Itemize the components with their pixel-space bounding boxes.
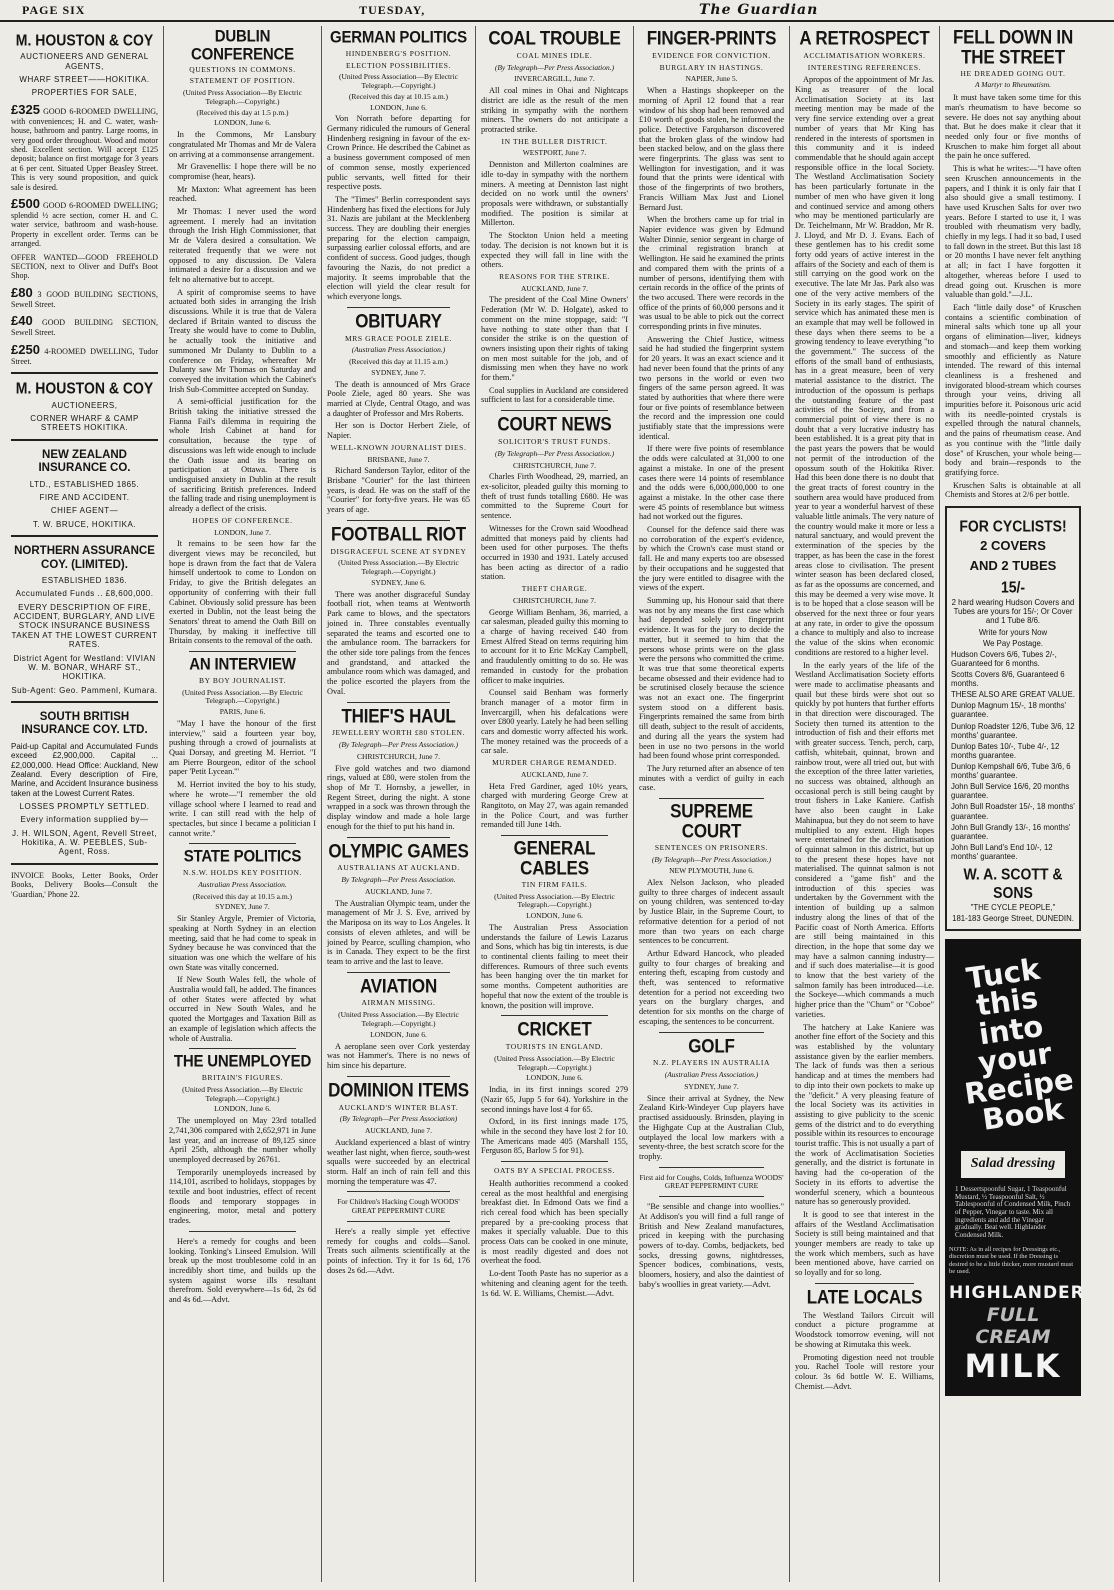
price-item: Dunlop Bates 10/-, Tube 4/-, 12 months guarantee. (951, 741, 1060, 760)
column-4 (476, 26, 634, 1582)
paragraph: Witnesses for the Crown said Woodhead admitted that moneys paid by clients had been used for other purposes. The thefts occurred in 1930 and 1931. Lately accused has been acting as director of a radio station. (481, 523, 628, 582)
dateline: INVERCARGILL, June 7. (514, 74, 595, 84)
price-item: Dunlop Kempshall 6/6, Tube 3/6, 6 months' guarantee. (951, 761, 1071, 781)
headline: AN INTERVIEW (189, 655, 296, 675)
dateline: SYDNEY, June 6. (371, 578, 426, 588)
subheading: MURDER CHARGE REMANDED. (492, 758, 617, 768)
dateline: LONDON, June 6. (370, 1029, 427, 1039)
dateline: AUCKLAND, June 7. (364, 1126, 433, 1136)
headline: FINGER-PRINTS (646, 27, 777, 50)
advertisement: Here's a really simple yet effective remedy for coughs and colds—Sanol. Treats such ailments scientifically at the points of infection. Try it for 1s 6d, 176 doses 2s 6d.—Advt. (327, 1226, 470, 1275)
subheading: SENTENCES ON PRISONERS. (654, 842, 769, 852)
source-line: (United Press Association.—By Electric Telegraph.—Copyright.) (182, 687, 303, 706)
received-line: (Received this day at 10.15 a.m.) (348, 91, 449, 101)
headline: THIEF'S HAUL (341, 705, 456, 727)
property-listing: £40 GOOD BUILDING SECTION, Sewell Street. (11, 313, 158, 338)
cyclists-ad (945, 506, 1081, 931)
firm-name: M. HOUSTON & COY (15, 379, 154, 398)
column-2 (164, 26, 322, 1582)
dateline: LONDON, June 7. (214, 527, 271, 537)
column-5 (634, 26, 790, 1582)
paper-title: The Guardian (698, 2, 819, 18)
subheading: N.Z. PLAYERS IN AUSTRALIA (652, 1058, 771, 1068)
price-item: John Bull Land's End 10/-, 12 months' guarantee. (951, 842, 1053, 861)
paragraph: Each "little daily dose" of Kruschen contains a scientific combination of mineral salts which tone up all your organs of elimination—liver, kidneys and stomach—and keep them working smoothly and efficiently as Nature intended. The reward of this internal cleanliness is a freshened and invigorated blood-stream which courses through your veins, driving all impurities before it. Poisonous uric acid with its needle-pointed crystals is expelled through the natural channels, and the pains of rheumatism cease. And as you continue with the "little daily dose" of Kruschen, your whole being—body and brain—responds to the gratifying force. (945, 302, 1081, 477)
paragraph: A semi-official justification for the British taking the initiative stressed the Fianna Fail's dilemma in requiring the whole Irish Cabinet at hand for consultation, because the type of discussions was left wide enough to include the Oath issue and its bearing on participation at Ottawa. There is undisguised anxiety in Dublin at the result of sacrificing British preferences. Indeed the falling trade and rising unemployment is already a deflect of the crisis. (169, 397, 317, 514)
ad-firm: W. A. SCOTT & SONS (963, 864, 1063, 902)
paragraph: Heta Fred Gardiner, aged 10½ years, charged with murdering George Crew at Rangitoto, on May 27, was again remanded in the Police Court, and was further remanded till June 14th. (481, 781, 628, 830)
houston-ad (11, 32, 158, 98)
insurer-funds: Accumulated Funds .. £8,600,000. (15, 589, 154, 599)
subheading: REASONS FOR THE STRIKE. (499, 271, 610, 281)
paragraph: Since their arrival at Sydney, the New Zealand Kirk-Windeyer Cup players have practised assiduously. Brinsden, playing in the Highgate Cup at the Australian Club, outplayed the local low markers with a seventy-three, the best scratch score for the trophy. (639, 1093, 784, 1161)
source-line: (United Press Association.—By Electric Telegraph.—Copyright.) (338, 1010, 459, 1029)
paragraph: Denniston and Millerton coalmines are idle to-day in sympathy with the northern miners. A meeting at Denniston last night decided on no work until the owners' proposals were withdrawn, or substantially modified. The position is similar at Millerton. (481, 160, 628, 228)
source-line: Australian Press Association. (198, 879, 287, 889)
headline: COAL TROUBLE (488, 27, 621, 50)
subheading: STATEMENT OF POSITION. (189, 76, 296, 86)
headline: GENERAL CABLES (513, 837, 596, 880)
column-1 (6, 26, 164, 1582)
subheading: INTERESTING REFERENCES. (807, 62, 922, 72)
subheading: ELECTION POSSIBILITIES. (345, 60, 452, 70)
masthead (0, 0, 1114, 22)
subheading: EVIDENCE FOR CONVICTION. (652, 50, 771, 60)
paragraph: George William Benham, 36, married, a car salesman, pleaded guilty this morning to a charge of having received £40 from Ernest Alfred Stead on terms requiring him to account for it to Eric McKay Campbell, and fraudulently omitting to do so. He was remanded in custody for the probation officer to make inquiries. (481, 607, 628, 685)
advertisement: Promoting digestion need not trouble you. Rachel Toole will restore your colour. 3s 6d bottle W. E. Williams, Chemist.—Advt. (795, 1352, 934, 1391)
properties-heading: PROPERTIES FOR SALE, (31, 88, 138, 98)
insurer-agent-label: CHIEF AGENT— (50, 506, 119, 516)
price-item: Dunlop Roadster 12/6, Tube 3/6, 12 months' guarantee. (951, 721, 1075, 740)
ad-subheading: 2 COVERS (980, 538, 1046, 554)
paragraph: There was another disgraceful Sunday football riot, when teams at Wentworth Park came to blows, and the spectators joined in. Three constables eventually separated the teams and escorted one to the ambulance room. The barrackers for the other side tore palings from the fences and grandstand, and attacked the ambulance room which was damaged, and the police escorted the players from the Oval. (327, 589, 470, 696)
dateline: CHRISTCHURCH, June 7. (357, 751, 440, 761)
ad-slogan: Tuck this into your Recipe Book (962, 951, 1076, 1137)
paragraph: It must have taken some time for this man's rheumatism to have become so severe. He does not say anything about that. But he does make it clear that it needed only four or five months of Kruschen to make him forget all about the pain he once suffered. (945, 93, 1081, 161)
advertisement: Here's a remedy for coughs and been looking. Tonking's Linseed Emulsion. Will break up the most troublesome cold in an incredibly short time, and builds up the system against worse ills resultant therefrom. Sold everywhere—1s 6d, 2s 6d and 4s 6d.—Advt. (169, 1236, 316, 1305)
subheading: AUSTRALIANS AT AUCKLAND. (337, 863, 460, 873)
subheading: N.S.W. HOLDS KEY POSITION. (182, 868, 302, 878)
paragraph: Apropos of the appointment of Mr Jas. King as treasurer of the local Acclimatisation Society at its last meeting mention may be made of the very fine service extending over a great number of years that Mr King has rendered in the interests of sportsmen in this community and it is indeed commendable that he should again accept responsible office in the local Society. The Westland Acclimatisation Society has been particularly fortunate in the number of men who have given it long and continued service and among others who may be mentioned particularly are Dr. Teichelmann, Mr W. Braddon, Mr R. J. Lloyd, and Mr D. J. Evans. Each of these gentlemen has to his credit some forty odd years of active interest in the affairs of the Society and each of them is still carrying on the good work on the executive. The late Mr Jas. Park also was one of the very active members of the Society in its early stages. The spirit of service which has animated these men is an example that may well be followed in these days when there seems to be a growing tendency to leave everything "to the government." The success of the efforts of the small band of enthusiasts, has in a great measure, been of very material assistance to the district. The introduction of the opossum is perhaps the outstanding feature of the past activities of the Society, and from a commercial point of view there is no doubt that a very lucrative industry has been established. It is a great pity that in the past years the powers that be would not permit of the introduction of the opossum south of the Hokitika River. Had this been done there is no doubt that the great tracts of forest country in the southern area would have produced from year to year a wonderful harvest of these valuable little animals. The very nature of the country would make it more or less a natural sanctuary, and would prevent the extermination of the species by the trapper, as has been the case in the forest areas close to civilisation. The present winter season has been declared closed, as far as the opossums are concerned, and this may be deemed a very wise move. It is to be hoped that a close season will be observed for the next three or four years at any rate, in order to give the opossum a chance to multiply and also to increase the value of the skins when economic conditions are restored to a higher level. (795, 75, 934, 657)
column-7 (940, 26, 1086, 1582)
paragraph: Mr Thomas: I never used the word agreement. I merely had an invitation through the Irish High Commissioner, that Mr de Valera desired a consultation. We reiterated frequently that we were not opposed to any discussion. De Valera intimated a desire for a discussion and we felt no alternative but to accept. (169, 207, 316, 284)
paragraph: A aeroplane seen over Cork yesterday was not Hammer's. There is no news of him since his departure. (327, 1041, 470, 1070)
ad-address: 181-183 George Street, DUNEDIN. (952, 913, 1074, 923)
paragraph: The "Times" Berlin correspondent says Hindenberg has fixed the elections for July 31. Nazis are jubilant at the Mecklenberg success. They are doubling their energies preparing for the election campaign, surpassing earlier colossal efforts, and are confident of success. Good judges, though favouring the Nazis, do not predict a majority. It seems improbable that the election will yield the clear result for which everyone longs. (327, 194, 470, 301)
source-line: (Australian Press Association.) (664, 1070, 759, 1080)
headline: SUPREME COURT (670, 800, 753, 843)
paragraph: Mr Gravenellis: I hope there will be no compromise (hear, hears). (169, 162, 316, 181)
nz-insurance-ad (11, 449, 158, 529)
headline: FELL DOWN IN THE STREET (952, 26, 1074, 69)
source-line: (United Press Association.—By Electric Telegraph.—Copyright.) (182, 1084, 303, 1103)
source-line: (United Press Association—By Electric Telegraph.—Copyright.) (183, 88, 302, 106)
paragraph: The president of the Coal Mine Owners' Federation (Mr W. D. Holgate), asked to comment on the mine stoppage, said: "I have nothing to state other than that I consider the strike is on the question of owners insisting upon their rights of taking on men most suitable for the job, and of dismissing men when they have no work for them." (481, 295, 628, 383)
dateline: AUCKLAND, June 7. (364, 886, 433, 896)
firm-address: WHARF STREET——HOKITIKA. (19, 75, 150, 85)
paragraph: Five gold watches and two diamond rings, valued at £80, were stolen from the shop of Mr T. Hornsby, a jeweller, in Regent Street, during the night. A stone wrapped in a sock was thrown through the display window and made a hole large enough for the thief to put his hand in. (327, 763, 470, 831)
paragraph: Summing up, his Honour said that there was not by any means the first case which had depended solely on fingerprint evidence. It was for the jury to decide the matter, but it seemed to him that the persons whose prints were on the glass were the persons who committed the crime. It was true that some theoretical experts became obsessed and their evidence had to be scrutinised closely because the science was not an exact one. The fingerprint system stood on a different basis. Fingerprints remained the same from birth till death, subject to the result of accidents, and during all the years the system had been in use no two persons in the world had been found whose print corresponded. (639, 596, 784, 761)
tyre-price-list (951, 650, 1075, 861)
insurer-line: FIRE AND ACCIDENT. (39, 493, 130, 503)
paragraph: The hatchery at Lake Kaniere was another fine effort of the Society and this was established by the voluntary assistance given by the earlier members. The lack of funds was then a serious handicap and at times the members had to dip into their own pockets to make up the "deficit." A very pleasing feature of the local Society was its activities in assisting to give publicity to the scenic gems of the district and to do everything possible within its resources to encourage tourist traffic. This is not usually a part of the work of Acclimatisation Societies generally, and the district is fortunate in having had the co-operation of the Society in its efforts to advertise the wonderful scenery, which a bounteous nature has so generously provided. (795, 1022, 934, 1207)
headline: OLYMPIC GAMES (328, 840, 469, 862)
paragraph: If there were five points of resemblance the odds were calculated at 31,000 to one against a mistake. In one of the present cases there were 14 points of resemblance and the odds were 6,000,000,000 to one against a mistake. In the other case there were 45 points of resemblance but witness had not worked out the figures. (639, 444, 784, 522)
paragraph: Counsel said Benham was formerly branch manager of a motor firm in Invercargill, when his defalcations were over £800 yearly. Lately he had been selling cars and domestic worry affected his work. The money retained was the proceeds of a car sale. (481, 688, 628, 756)
source-line: (United Press Association.—By Electric Telegraph.—Copyright.) (494, 1053, 615, 1072)
subheading: TIN FIRM FAILS. (521, 879, 588, 889)
paragraph: Richard Sanderson Taylor, editor of the Brisbane "Courier" for the last thirteen years, is dead. He was on the staff of the "Courier" for forty-five years. He was 65 years of age. (327, 466, 470, 515)
column-3 (322, 26, 476, 1582)
source-line: (United Press Association.—By Electric Telegraph.—Copyright.) (494, 891, 615, 910)
subheading: BY BOY JOURNALIST. (199, 675, 286, 685)
dateline: WESTPORT, June 7. (522, 148, 587, 158)
headline: LATE LOCALS (806, 1286, 923, 1308)
price-item: John Bull Grandly 13/-, 16 months' guarantee. (951, 822, 1071, 841)
paragraph: Von Norrath before departing for Germany ridiculed the rumours of General Hindenberg resigning in favour of the ex-Crown Prince. He described the Cabinet as a business government composed of men of common sense, mostly experienced public servants, well fitted for their respective posts. (327, 114, 470, 192)
ad-note: NOTE: As in all recipes for Dressings etc., discretion must be used. If the Dressing is desired to be a little thicker, more mustard must be used. (949, 1245, 1074, 1276)
dateline: LONDON, June 6. (214, 1104, 271, 1114)
firm-name: M. HOUSTON & COY (15, 30, 154, 50)
insurer-losses: LOSSES PROMPTLY SETTLED. (19, 802, 150, 812)
dateline: AUCKLAND, June 7. (520, 283, 589, 293)
subheading: ACCLIMATISATION WORKERS. (803, 50, 926, 60)
headline: OBITUARY (355, 310, 442, 332)
ad-call-to-action: Write for yours Now (978, 627, 1048, 637)
paragraph: Oxford, in its first innings made 175, while in the second they have lost 2 for 10. The Americans made 405 (Marshall 155, Ferguson 85, Barlow 5 for 91). (481, 1117, 628, 1156)
subheading: HINDENBERG'S POSITION. (345, 48, 452, 58)
paragraph: If New South Wales fell, the whole of Australia would fall, he added. The finances of other States were affected by what occurred in New South Wales, and he quoted the Mortgages and Taxation Bill as an example of legislation which affects the whole of Australia. (169, 975, 316, 1043)
subheading: TOURISTS IN ENGLAND. (505, 1042, 604, 1052)
received-line: (Received this day at 10.15 a.m.) (192, 891, 293, 901)
dateline: CHRISTCHURCH, June 7. (513, 595, 596, 605)
paragraph: The Australian Olympic team, under the management of Mr J. S. Eve, arrived by the Mariposa on its way to Los Angeles. It consists of eleven athletes, and will be joined by Pearce, sculling champion, who is in Canada. They expect to be the first team to arrive and the last to leave. (327, 898, 470, 966)
dateline: NAPIER, June 5. (685, 74, 738, 84)
insurer-description: Paid-up Capital and Accumulated Funds exceed £2,900,000. Capital ... £2,000,000. Head Office: Auckland, New Zealand. Every description of Fire, Marine, and Accident Insurance business taken at the Lowest Current Rates. (11, 741, 158, 798)
northern-assurance-ad (11, 545, 158, 695)
headline: A RETROSPECT (799, 27, 930, 50)
paragraph: A spirit of compromise seems to have actuated both sides in arranging the Irish discussions. While it is true that de Valera declared if Britain wanted to discuss the Treaty she would have to come to Dublin, he actually took the initiative and summoned Mr Dulanty to Dublin to a conference on Friday, whereafter Mr Dulanty saw Mr Thomas on Saturday and conveyed the invitation which the Cabinet's Irish Sub-Committee accepted on Sunday. (169, 287, 316, 394)
paragraph: Her son is Doctor Herbert Ziele, of Napier. (327, 421, 470, 441)
ad-recipe-title: Salad dressing (961, 1151, 1065, 1177)
subheading: BURGLARY IN HASTINGS. (659, 62, 764, 72)
brand-product: MILK (964, 1347, 1062, 1386)
insurer-name: NEW ZEALAND INSURANCE CO. (38, 448, 131, 475)
headline: CRICKET (517, 1019, 592, 1041)
source-line: (By Telegraph—Per Press Association.) (494, 448, 615, 458)
invoice-books-ad: INVOICE Books, Letter Books, Order Books, Delivery Books—Consult the 'Guardian,' Phone 22. (11, 870, 158, 899)
received-line: (Received this day at 11.15 a.m.) (349, 357, 448, 367)
property-listing: OFFER WANTED—GOOD FREEHOLD SECTION, next to Oliver and Duff's Boot Shop. (11, 252, 158, 281)
houston-ad-2 (11, 380, 158, 432)
insurer-established: LTD., ESTABLISHED 1865. (29, 479, 140, 489)
headline: DUBLIN CONFERENCE (190, 26, 294, 64)
insurer-agent: District Agent for Westland: VIVIAN W. M. BONAR, WHARF ST., HOKITIKA. (13, 653, 156, 682)
insurer-agents: J. H. WILSON, Agent, Revell Street, Hokitika, A. W. PEEBLES, Sub-Agent, Ross. (11, 828, 158, 857)
dateline: SYDNEY, June 7. (371, 367, 426, 377)
dateline: SYDNEY, June 7. (684, 1081, 739, 1091)
insurer-name: SOUTH BRITISH INSURANCE COY. LTD. (21, 710, 148, 737)
source-line: (United Press Association.—By Electric Telegraph.—Copyright.) (338, 558, 459, 577)
subheading: BRITAIN'S FIGURES. (201, 1073, 284, 1083)
dateline: PARIS, June 6. (219, 707, 266, 717)
ad-recipe: 1 Dessertspoonful Sugar, 1 Teaspoonful Mustard, ½ Teaspoonful Salt, ½ Tablespoonful of Condensed Milk, Pinch of Pepper, Vinegar to taste. Mix all ingredients and add the Vinegar gradually. Beat well. Highlander Condensed Milk. (955, 1184, 1071, 1239)
paragraph: The death is announced of Mrs Grace Poole Ziele, aged 80 years. She was married at Clyde, Central Otago, and was a daughter of Professor and Mrs Roberts. (327, 379, 470, 418)
paragraph: Auckland experienced a blast of wintry weather last night, when fierce, south-west squalls were succeeded by an electrical storm. Half an inch of rain fell and this morning the temperature was 47. (327, 1137, 470, 1186)
peppermint-cure-ad: First aid for Coughs, Colds, Influenza WOODS' GREAT PEPPERMINT CURE (639, 1172, 784, 1191)
dateline: LONDON, June 6. (370, 102, 427, 112)
highlander-milk-ad (945, 939, 1085, 1396)
dateline: LONDON, June 6. (214, 118, 271, 128)
property-listing: £325 GOOD 6-ROOMED DWELLING, with conveniences; H. and C. water, wash-house, bathroom and pantry. Large rooms, in very good order throughout. Wood and motor shed. Excellent section. Will accept £125 deposit; balance on first mortgage for 3 years at 6 per cent. Situated Upper Beasley Street. This is very sound proposition, and quick sale is desired. (11, 101, 158, 192)
ad-heading: FOR CYCLISTS! (959, 516, 1067, 536)
dateline: LONDON, June 6. (526, 1073, 583, 1083)
insurer-subagent: Sub-Agent: Geo. Pammenl, Kumara. (11, 685, 158, 695)
insurer-established: ESTABLISHED 1836. (41, 576, 128, 585)
dateline: CHRISTCHURCH, June 7. (513, 460, 596, 470)
paragraph: The Jury returned after an absence of ten minutes with a verdict of guilty in each case. (639, 763, 784, 793)
source-line: (By Telegraph—Per Press Association.) (651, 854, 772, 864)
paragraph: Alex Nelson Jackson, who pleaded guilty to three charges of indecent assault on young children, was sentenced to-day by Justice Blair, in the Supreme Court, to reformative detention for a period of not more than two years on each charge sentences to be concurrent. (639, 878, 784, 946)
headline: FOOTBALL RIOT (331, 523, 466, 545)
paragraph: Temporarily unemployeds increased by 114,101, ascribed to holidays, stoppages by textile and boot industries, effect of recent floods and temporary stoppages in engineering, motor, metal and pottery trades. (169, 1167, 316, 1226)
paragraph: The Australian Press Association understands the failure of Lewis Lazarus and Sons, which has big tin interests, is due to continental clients failing to meet their differences. Rumours of three such events has been hanging over the tin market for some months. Competent authorities are hopeful that now the extent of the trouble is known, the position will improve. (481, 922, 628, 1010)
subheading: QUESTIONS IN COMMONS. (189, 64, 296, 74)
property-listing: £80 3 GOOD BUILDING SECTIONS, Sewell Street. (11, 284, 158, 309)
advertisement: Lo-dent Tooth Paste has no superior as a whitening and cleaning agent for the teeth. 1s 6d. W. E. Williams, Chemist.—Advt. (481, 1269, 628, 1298)
ad-postage: We Pay Postage. (982, 638, 1044, 648)
property-listing: £250 4-ROOMED DWELLING, Tudor Street. (11, 341, 158, 366)
price-item: John Bull Roadster 15/-, 18 months' guarantee. (951, 802, 1075, 821)
paragraph: When a Hastings shopkeeper on the morning of April 12 found that a rear window of his shop had been removed and £10 worth of goods stolen, he informed the police. Detective Farquharson discovered that the broken glass of the window had been stacked below, and on the glass there were fingerprints. The glass was sent to Wellington for investigation, and it was found that the prints were identical with those of the fingerprints of two brothers, Francis William Max Just and Lionel Bernard Just. (639, 86, 784, 212)
paragraph: Arthur Edward Hancock, who pleaded guilty to four charges of breaking and entering theft, escaping from custody and theft, was sentenced to reformative detention for a period not exceeding two years on the burglary charges, and detention for six months on the charge of escaping, the sentences to be concurrent. (639, 948, 784, 1026)
subheading: DISGRACEFUL SCENE AT SYDNEY (330, 546, 467, 556)
south-british-ad (11, 711, 158, 857)
price-item: Hudson Covers 6/6, Tubes 2/-, Guaranteed for 6 months. (951, 649, 1057, 668)
ad-price: 15/- (1000, 577, 1026, 596)
page-number: PAGE SIX (22, 2, 86, 17)
price-item: Scotts Covers 8/6, Guaranteed 6 months. (951, 669, 1065, 689)
ad-description: 2 hard wearing Hudson Covers and Tubes are yours for 15/-; Or Cover and 1 Tube 8/6. (951, 598, 1075, 626)
paragraph: M. Herriot invited the boy to his study, where he wrote—"I remember the old village school where I learned to read and write. I can still read with the help of spectacles, but since I became a politician I cannot write." (169, 780, 316, 838)
ad-tagline: "THE CYCLE PEOPLE," (970, 902, 1056, 912)
dateline: LONDON, June 6. (526, 911, 583, 921)
paragraph: The unemployed on May 23rd totalled 2,741,306 compared with 2,652,971 in June last year, and an increase of 89,125 since April 25th, although the number wholly unemployed decreased by 26761. (169, 1116, 316, 1164)
headline: DOMINION ITEMS (328, 1079, 469, 1101)
price-item: THESE ALSO ARE GREAT VALUE. (951, 690, 1075, 700)
headline: STATE POLITICS (183, 847, 302, 867)
headline: COURT NEWS (497, 413, 612, 436)
subheading: JEWELLERY WORTH £80 STOLEN. (331, 728, 466, 738)
column-6 (790, 26, 940, 1582)
dateline: BRISBANE, June 7. (367, 454, 430, 464)
paragraph: The Westland Tailors Circuit will conduct a picture programme at Woodstock tomorrow evening, will not be showing at Rimutaka this week. (795, 1310, 934, 1349)
subheading: HE DREADED GOING OUT. (960, 68, 1066, 78)
advertisement: "Be sensible and change into woollies." At Addison's you will find a full range of British and New Zealand manufactures, priced in keeping with the purchasing powers of to-day. Combs, bedjackets, bed socks, dressing gowns, nightdresses, Spencer bodices, combinations, vests, bloomers, hosiery, and also the daintiest of baby's woollies in great variety.—Advt. (639, 1202, 784, 1289)
paragraph: In the Commons, Mr Lansbury congratulated Mr Thomas and Mr de Valera on arriving at a commonsense arrangement. (169, 130, 316, 159)
subheading: A Martyr to Rheumatism. (974, 80, 1052, 90)
insurer-agent-name: T. W. BRUCE, HOKITIKA. (32, 519, 136, 529)
paragraph: Kruschen Salts is obtainable at all Chemists and Stores at 2/6 per bottle. (945, 480, 1081, 500)
paragraph: Mr Maxton: What agreement has been reached. (169, 184, 316, 204)
dateline: SYDNEY, June 7. (215, 902, 270, 912)
paragraph: The Stockton Union held a meeting today. The decision is not known but it is expected they will fall in line with the others. (481, 231, 628, 270)
paragraph: "May I have the honour of the first interview," said a fourteen year boy, pushing through a crowd of journalists at Quai Dorsay, and greeting M. Herriot. "I am Pierre Bourgeon, editor of the school paper 'Petit Lycean.'" (169, 718, 316, 777)
paragraph: Answering the Chief Justice, witness said he had studied the fingerprint system for 20 years. It was an exact science and it had never been found that the prints of any two persons in the world or even two fingers of the same person agreed. It was stated by authorities that where there were four or five points of resemblance between the record and the impression one could justifiably state that the impressions were identical. (639, 334, 784, 441)
paragraph: Health authorities recommend a cooked cereal as the most healthful and energising breakfast diet. In Edmond Oats we find a rich cereal food which has been specially prepared by a pre-cooking process that makes it specially valuable. Due to this process Oats can be cooked in one minute, is most readily digested and does not overheat the food. (481, 1178, 628, 1266)
paragraph: Coal supplies in Auckland are considered sufficient to last for a considerable time. (481, 385, 628, 405)
subheading: HOPES OF CONFERENCE. (192, 515, 293, 525)
dateline: AUCKLAND, June 7. (520, 769, 589, 779)
source-line: By Telegraph—Per Press Association. (341, 875, 456, 885)
firm-address: CORNER WHARF & CAMP STREETS HOKITIKA. (30, 414, 139, 433)
price-item: Dunlop Magnum 15/-, 18 months' guarantee. (951, 701, 1067, 720)
source-line: (By Telegraph—Per Press Association.) (494, 62, 615, 72)
masthead-day: TUESDAY, (359, 2, 426, 17)
paragraph: It remains to be seen how far the divergent views may be reconciled, but hope is drawn from the fact that de Valera himself undertook to come to London on Friday, to give the British delegates an opportunity of conferring with their full Cabinet. Obviously solid pressure has been exerted in Dublin, not the least being the Senators' threat to amend the Oath Bill on Thursday, by making it ineffective till Britain consents to the removal of the oath. (169, 539, 316, 646)
received-line: (Received this day at 1.5 p.m.) (196, 107, 289, 117)
subheading: THEFT CHARGE. (521, 584, 588, 594)
paragraph: Charles Firth Woodhead, 29, married, an ex-solicitor, pleaded guilty this morning to theft of trust funds totalling £680. He was committed to the Supreme Court for sentence. (481, 472, 628, 521)
subheading: COAL MINES IDLE. (516, 50, 593, 60)
firm-tag: AUCTIONEERS AND GENERAL AGENTS, (20, 52, 149, 71)
paragraph: It is good to see that interest in the affairs of the Westland Acclimatisation Society is still being maintained and that younger members are ready to take up the work which members, such as have been mentioned above, have carried on so loyally and for so long. (795, 1209, 934, 1278)
newspaper-columns (6, 26, 1108, 1582)
source-line: (Australian Press Association.) (351, 345, 446, 355)
headline: GOLF (688, 1035, 735, 1057)
paragraph: All coal mines in Ohai and Nightcaps district are idle as the result of the men striking in sympathy with the northern miners. The owners do not anticipate a protracted strike. (481, 86, 628, 134)
insurer-name: NORTHERN ASSURANCE COY. (LIMITED). (14, 545, 155, 571)
paragraph: This is what he writes:—"I have often seen Kruschen announcements in the papers, and I think it is only fair that I also should give a small testimony. I have used Kruschen Salts for over two years. Before I started to use it, I was troubled with rheumatism very badly, chiefly in my legs. I had it so bad, I used to fall down in the street. But this last 18 or 20 months I have never felt anything at all; in fact I have forgotten it altogether, whereas before I used to dread going out. Kruschen is more valuable than gold."—J.L. (945, 164, 1081, 300)
paragraph: In the early years of the life of the Westland Acclimatisation Society efforts were made to acclimatise pheasants and quail but these birds were shot out so quickly by pot hunters that further efforts in that direction were discouraged. The Society then turned its attention to the introduction of fish and their efforts met with greater success. Tench, perch, carp, catfish, whitebait, quinnat, brown and rainbow trout, were all tried out, but with the exception of the three latter varieties, no success was obtained, although an occasional perch is still being caught by trout fishers in Lake Kaniere. Catfish have also been caught in Lake Mahinapua, but they do not seem to have multiplied to any extent. High hopes were entertained for the acclimatisation of quinnat salmon in this district, but up to the present these hopes have not materialised. The quinnat salmon is not considered a "game fish" and the introduction of this species was undertaken by the Government with the intention of building up a salmon industry along the lines of that of the Pacific coast of North America. Efforts are still being maintained in this direction, in the hope that some day we may have a salmon canning industry—and if such does materialise—it is good to know that the best variety of the salmon family has been introduced—i.e. the Sockeye—which commands a much higher price than the "Chum" or "Coboe" varieties. (795, 660, 934, 1019)
paragraph: When the brothers came up for trial in Napier evidence was given by Edmund Walter Dinnie, senior sergeant in charge of the criminal registration branch at Wellington. He said he examined the prints and compared them with the prints of a number of persons, identifying them with certain records in the office of the prints of the two accused. There were records in the office of the prints of 60,000 persons and it was usual to be able to pick out the correct corresponding prints in five minutes. (639, 215, 784, 332)
firm-tag: AUCTIONEERS, (51, 400, 118, 410)
brand-subtitle: FULL CREAM (975, 1303, 1051, 1349)
subheading: OATS BY A SPECIAL PROCESS. (493, 1166, 616, 1176)
property-listing: £500 GOOD 6-ROOMED DWELLING; splendid ½ acre section, corner H. and C. water service, bathroom and wash-house. Property in excellent order. Terms can be arranged. (11, 195, 159, 249)
peppermint-cure-ad: For Children's Hacking Cough WOODS' GREAT PEPPERMINT CURE (337, 1197, 460, 1216)
subheading: SOLICITOR'S TRUST FUNDS. (498, 437, 611, 447)
source-line: (By Telegraph—Per Press Association.) (338, 740, 459, 750)
dateline: NEW PLYMOUTH, June 6. (669, 866, 754, 876)
paragraph: Sir Stanley Argyle, Premier of Victoria, speaking at North Sydney in an election meeting, said that he had come to speak in Sydney because he was convinced that the situation was one which the welfare of his own State was vitally concerned. (169, 914, 316, 972)
insurer-info: Every information supplied by— (20, 815, 149, 825)
headline: THE UNEMPLOYED (173, 1052, 312, 1072)
headline: AVIATION (359, 975, 438, 997)
brand-name: HIGHLANDER (949, 1283, 1085, 1304)
subheading: WELL-KNOWN JOURNALIST DIES. (330, 442, 467, 452)
paragraph: India, in its first innings scored 279 (Nazir 65, Jupp 5 for 64). Yorkshire in the second innings have lost 4 for 65. (481, 1085, 628, 1114)
subheading: AUCKLAND'S WINTER BLAST. (338, 1102, 459, 1112)
paragraph: Counsel for the defence said there was no corroboration of the expert's evidence, by which the Crown's case must stand or fall. He and many experts too are obsessed by their occupations and he suggested that the jury were entitled to disagree with the views of the expert. (639, 525, 784, 593)
subheading: AIRMAN MISSING. (361, 998, 436, 1008)
source-line: (United Press Association—By Electric Telegraph.—Copyright.) (339, 72, 458, 91)
source-line: (By Telegraph—Per Press Association) (339, 1114, 458, 1124)
price-item: John Bull Service 16/6, 20 months guarantee. (951, 782, 1070, 801)
ad-subheading: AND 2 TUBES (969, 557, 1057, 573)
subheading: MRS GRACE POOLE ZIELE. (345, 333, 452, 343)
headline: GERMAN POLITICS (329, 27, 467, 47)
insurer-description: EVERY DESCRIPTION OF FIRE, ACCIDENT, BURGLARY, AND LIVE STOCK INSURANCE BUSINESS TAKEN AT THE LOWEST CURRENT RATES. (11, 602, 158, 650)
subheading: IN THE BULLER DISTRICT. (501, 136, 608, 146)
